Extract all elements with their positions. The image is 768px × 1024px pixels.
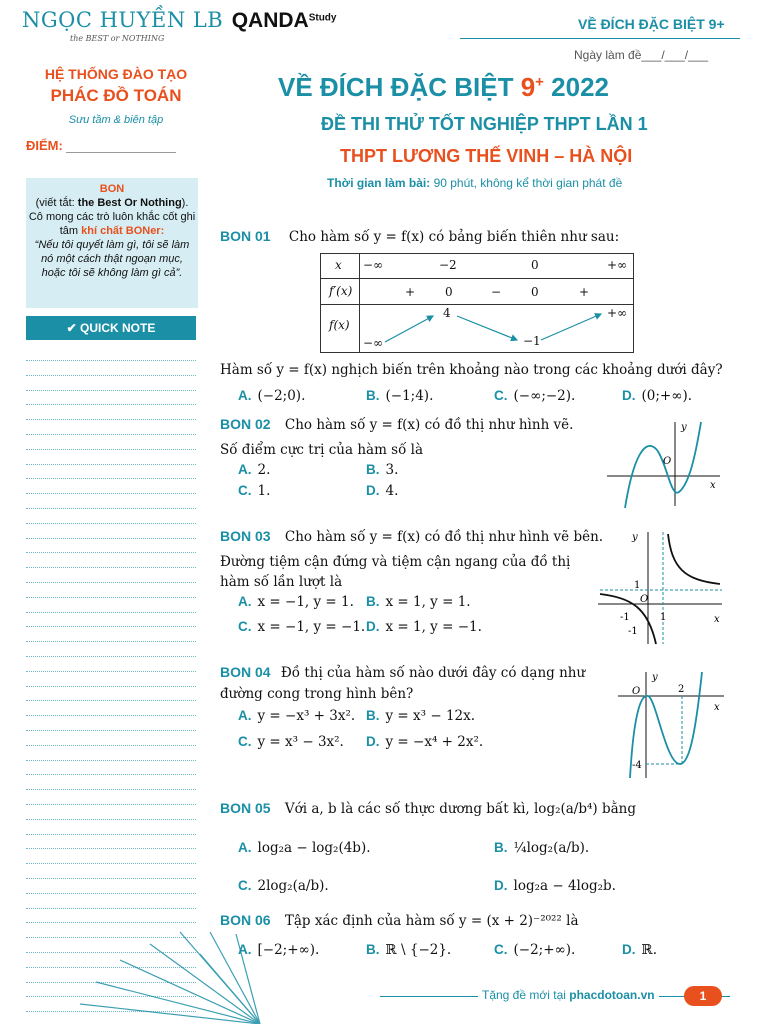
option-a[interactable] [238,388,305,404]
variation-table [320,253,634,353]
note-line [26,848,196,849]
option-value: (−2;0). [257,388,306,404]
graph-q4 [616,668,728,780]
x-val: −∞ [363,258,384,272]
note-line [26,612,196,613]
note-line [26,449,196,450]
note-line [26,419,196,420]
axis-x-label: x [710,480,716,491]
option-key: A. [238,840,252,855]
system-line1: HỆ THỐNG ĐÀO TẠO [44,66,188,82]
note-line [26,893,196,894]
note-line [26,922,196,923]
row-f-label: f(x) [329,318,350,332]
option-key: D. [494,878,508,893]
option-key: B. [366,708,380,723]
series-badge-text: VỀ ĐÍCH ĐẶC BIỆT 9+ [578,16,725,32]
x-val: −2 [439,258,457,272]
note-line [26,686,196,687]
footer-site-link[interactable]: phacdotoan.vn [569,988,655,1002]
note-line [26,760,196,761]
question-label: BON 03 [220,528,271,544]
brand-name: NGỌC HUYỀN LB [22,8,224,32]
page-number [684,986,722,1006]
option-value: log₂a − log₂(4b). [257,840,371,856]
note-line [26,715,196,716]
question-2 [220,416,573,433]
option-key: A. [238,708,252,723]
study-logo: Study [308,12,337,24]
option-key: C. [238,483,252,498]
option-a[interactable] [238,462,270,478]
curve-right [668,534,720,584]
note-line [26,360,196,361]
question-prompt: Đường tiệm cận đứng và tiệm cận ngang của đồ thị hàm số lần lượt là [220,554,571,590]
option-key: D. [622,388,636,403]
option-d[interactable] [622,942,657,958]
option-key: B. [366,942,380,957]
axis-y-label: y [632,532,638,543]
time-value: 90 phút, không kể thời gian phát đề [433,176,623,190]
option-b[interactable] [366,462,398,478]
option-value: x = 1, y = −1. [385,619,482,635]
option-value: y = −x³ + 3x². [257,708,356,724]
note-line [26,863,196,864]
note-line [26,390,196,391]
tick-label: 1 [660,612,667,623]
system-line2: PHÁC ĐỒ TOÁN [50,86,182,105]
option-b[interactable] [366,708,475,724]
note-line [26,745,196,746]
brand-logo [22,8,336,33]
option-value: x = −1, y = −1. [257,619,366,635]
f-val: −∞ [363,336,384,350]
score-row [26,138,206,153]
note-line [26,404,196,405]
option-key: A. [238,388,252,403]
note-line [26,493,196,494]
note-line [26,626,196,627]
option-key: C. [494,388,508,403]
note-line [26,464,196,465]
note-line [26,804,196,805]
option-key: C. [494,942,508,957]
option-value: x = 1, y = 1. [385,594,471,610]
graph-q2 [605,418,725,510]
score-label: ĐIỂM: [26,138,63,153]
option-value: (−2;+∞). [513,942,576,958]
tick-label: -1 [620,612,630,623]
x-val: +∞ [607,258,628,272]
tick-label: -4 [632,760,642,771]
date-field[interactable]: Ngày làm đề___/___/___ [574,48,709,62]
question-prompt: Hàm số y = f(x) nghịch biến trên khoảng nào trong các khoảng dưới đây? [220,362,723,378]
question-3 [220,528,603,545]
note-line [26,730,196,731]
note-line [26,671,196,672]
option-key: C. [238,619,252,634]
option-value: (−∞;−2). [513,388,576,404]
bon-title: BON [99,183,125,195]
option-key: B. [366,594,380,609]
option-value: 3. [385,462,399,478]
origin-label: O [640,594,649,605]
option-c[interactable] [238,878,329,894]
option-key: C. [238,734,252,749]
note-line [26,508,196,509]
option-c[interactable] [238,619,365,635]
origin-label: O [663,456,672,467]
decorative-rays [0,930,340,1024]
brand-tagline: the BEST or NOTHING [70,34,165,43]
note-line [26,656,196,657]
option-a[interactable] [238,840,371,856]
header-rule [460,38,740,39]
question-label: BON 02 [220,416,271,432]
note-line [26,478,196,479]
f-val: 4 [443,306,451,320]
bon-wish [28,210,196,238]
question-6 [220,912,579,929]
option-a[interactable] [238,594,354,610]
option-a[interactable] [238,708,355,724]
question-prompt: Số điểm cực trị của hàm số là [220,442,424,458]
option-value: 2log₂(a/b). [257,878,329,894]
note-line [26,375,196,376]
f-val: +∞ [607,306,628,320]
variation-arrows [321,254,633,352]
quick-note-header [26,316,196,340]
tick-label: -1 [628,626,638,637]
question-text: Cho hàm số y = f(x) có đồ thị như hình vẽ bên. [284,529,604,545]
axis-x-label: x [714,702,720,713]
option-value: ℝ. [641,942,658,958]
question-text: Đồ thị của hàm số nào dưới đây có dạng như đường cong trong hình bên? [220,665,586,702]
option-b[interactable] [366,594,471,610]
note-line [26,641,196,642]
row-fprime-label: f′(x) [329,284,353,298]
note-line [26,523,196,524]
option-value: ¼log₂(a/b). [513,840,590,856]
series-badge [578,16,725,32]
option-key: D. [622,942,636,957]
tick-label: 2 [678,684,685,695]
school-title: THPT LƯƠNG THẾ VINH – HÀ NỘI [340,146,633,166]
option-c[interactable] [494,942,575,958]
question-text: Tập xác định của hàm số y = (x + 2)⁻²⁰²² là [284,913,579,929]
note-line [26,819,196,820]
option-key: A. [238,594,252,609]
option-value: [−2;+∞). [257,942,320,958]
time-info [327,176,622,190]
axis-y-label: y [681,422,687,433]
option-d[interactable] [366,483,398,499]
note-line [26,538,196,539]
option-key: B. [366,462,380,477]
option-value: ℝ \ {−2}. [385,942,452,958]
fprime-val: + [405,285,416,299]
page-title [278,72,609,103]
option-key: A. [238,462,252,477]
f-val: −1 [523,334,541,348]
option-key: B. [494,840,508,855]
note-line [26,597,196,598]
option-value: y = −x⁴ + 2x². [385,734,484,750]
question-4 [220,662,604,705]
bon-wish-text: Cô mong các trò luôn khắc cốt ghi tâm [28,211,196,237]
option-value: y = x³ − 3x². [257,734,344,750]
option-key: D. [366,734,380,749]
option-value: 1. [257,483,271,499]
bon-abbrev [28,196,196,210]
fprime-val: 0 [531,285,539,299]
question-text: Với a, b là các số thực dương bất kì, log₂(a/b⁴) bằng [284,801,636,817]
question-5 [220,800,636,817]
option-value: (−1;4). [385,388,434,404]
option-d[interactable] [366,619,482,635]
option-key: A. [238,942,252,957]
option-value: y = x³ − 12x. [385,708,476,724]
note-line [26,908,196,909]
option-c[interactable] [494,388,575,404]
question-label: BON 01 [220,228,271,244]
bon-abbrev-suffix: ). [181,197,189,209]
bon-quote: “Nếu tôi quyết làm gì, tôi sẽ làm nó một cách thật ngoạn mục, hoặc tôi sẽ không làm gì cả”. [34,239,190,279]
option-key: B. [366,388,380,403]
tick-label: 1 [634,580,641,591]
option-b[interactable] [366,388,433,404]
option-key: D. [366,619,380,634]
score-input[interactable] [66,152,176,153]
graph-q3 [596,528,728,648]
question-label: BON 05 [220,800,271,816]
option-value: 4. [385,483,399,499]
question-text: Cho hàm số y = f(x) có đồ thị như hình vẽ. [284,417,574,433]
sidebar [26,66,206,153]
fprime-val: + [579,285,590,299]
bon-wish-accent: khí chất BONer: [81,225,165,237]
note-line [26,774,196,775]
option-key: C. [238,878,252,893]
question-label: BON 06 [220,912,271,928]
option-d[interactable] [494,878,616,894]
time-label: Thời gian làm bài: [327,176,431,190]
bon-abbrev-text: the Best Or Nothing [77,197,182,209]
note-line [26,878,196,879]
fprime-val: 0 [445,285,453,299]
note-line [26,700,196,701]
x-val: 0 [531,258,539,272]
axis-y-label: y [652,672,658,683]
note-line [26,834,196,835]
question-1 [220,228,619,245]
note-line [26,582,196,583]
option-key: D. [366,483,380,498]
qanda-logo: QANDA [231,9,309,32]
origin-label: O [632,686,641,697]
option-value: 2. [257,462,271,478]
option-c[interactable] [238,734,344,750]
option-value: log₂a − 4log₂b. [513,878,616,894]
option-b[interactable] [366,942,451,958]
option-c[interactable] [238,483,270,499]
option-d[interactable] [622,388,692,404]
row-x-label: x [335,258,342,272]
fprime-val: − [491,285,502,299]
title-nine: 9 [520,72,536,102]
footer-label: Tặng đề mới tại [482,988,570,1002]
option-value: x = −1, y = 1. [257,594,354,610]
bon-abbrev-prefix: (viết tắt: [35,197,78,209]
page-number-text: 1 [699,989,707,1003]
question-text: Cho hàm số y = f(x) có bảng biến thiên như sau: [288,229,620,245]
exam-title: ĐỀ THI THỬ TỐT NGHIỆP THPT LẦN 1 [321,114,648,134]
title-main: VỀ ĐÍCH ĐẶC BIỆT [278,72,514,102]
option-b[interactable] [494,840,589,856]
note-line [26,434,196,435]
note-line [26,789,196,790]
note-line [26,567,196,568]
collected-note: Sưu tầm & biên tập [68,114,164,126]
title-plus: + [535,73,544,91]
note-line [26,552,196,553]
bon-info-box [26,178,198,308]
option-d[interactable] [366,734,483,750]
quick-note-label: ✔ QUICK NOTE [66,321,156,335]
axis-x-label: x [714,614,720,625]
footer-text [478,988,659,1002]
title-year: 2022 [551,72,610,102]
option-value: (0;+∞). [641,388,693,404]
question-label: BON 04 [220,664,271,680]
